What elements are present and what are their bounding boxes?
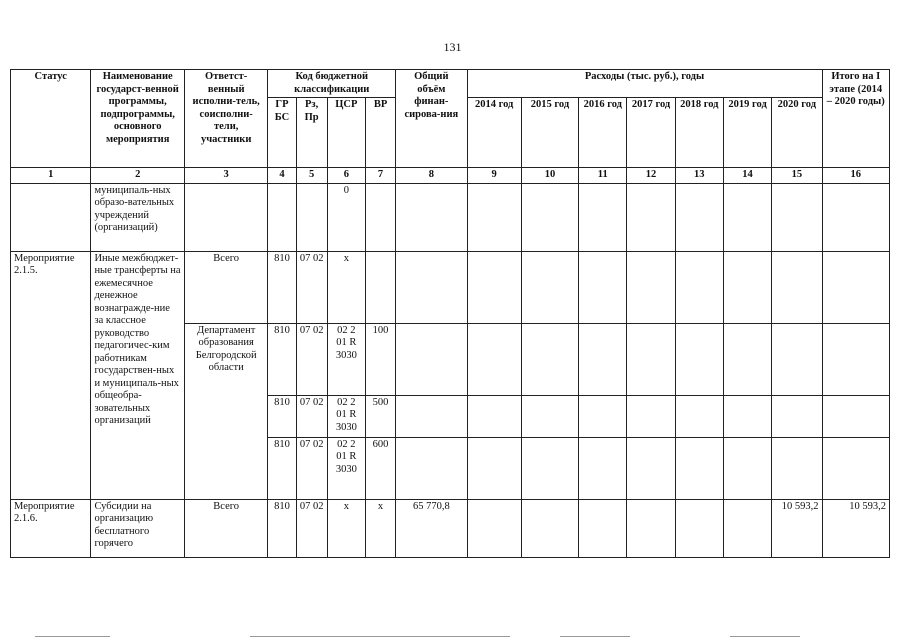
executor-cell: Департамент образования Белгородской области (184, 323, 267, 499)
total-cell (396, 437, 467, 499)
column-number: 2 (91, 168, 185, 184)
vr-cell: 500 (365, 395, 395, 437)
header-csr: ЦСР (327, 98, 365, 168)
year-cell (772, 437, 822, 499)
column-number: 3 (184, 168, 267, 184)
header-row (11, 70, 890, 98)
year-cell (579, 183, 627, 251)
column-number: 11 (579, 168, 627, 184)
header-year-2016: 2016 год (579, 98, 627, 168)
column-number: 10 (521, 168, 578, 184)
year-cell (467, 499, 521, 557)
header-year-2017: 2017 год (627, 98, 675, 168)
year-cell (772, 251, 822, 323)
name-cell: Иные межбюджет-ные трансферты на ежемесячное денежное вознагражде-ние за классное руководство педагогичес-ким работникам государствен-ных и муниципаль-ных общеобра-зовательных организаций (91, 251, 185, 499)
year-cell (675, 251, 723, 323)
header-year-2014: 2014 год (467, 98, 521, 168)
name-cell: Субсидии на организацию бесплатного горячего (91, 499, 185, 557)
year-cell (521, 499, 578, 557)
column-number: 6 (327, 168, 365, 184)
year-cell (467, 183, 521, 251)
table-row (11, 183, 890, 251)
vr-cell: 600 (365, 437, 395, 499)
column-number: 12 (627, 168, 675, 184)
header-expenses: Расходы (тыс. руб.), годы (467, 70, 822, 98)
column-number-row (11, 168, 890, 184)
page-edge-line (560, 636, 630, 637)
header-rzpr: Рз, Пр (296, 98, 327, 168)
year-cell (723, 183, 771, 251)
year-cell (627, 251, 675, 323)
year-cell (723, 251, 771, 323)
year-cell (579, 499, 627, 557)
year-cell (467, 251, 521, 323)
vr-cell (365, 251, 395, 323)
year-cell (579, 437, 627, 499)
vr-cell: х (365, 499, 395, 557)
csr-cell: х (327, 251, 365, 323)
executor-cell (184, 183, 267, 251)
year-cell (467, 323, 521, 395)
stage-total-cell (822, 437, 889, 499)
rzpr-cell: 07 02 (296, 323, 327, 395)
csr-cell: 02 2 01 R 3030 (327, 395, 365, 437)
page-number: 131 (443, 40, 462, 54)
csr-cell: 02 2 01 R 3030 (327, 323, 365, 395)
header-stage-total: Итого на I этапе (2014 – 2020 годы) (822, 70, 889, 168)
header-name: Наименование государст-венной программы, подпрограммы, основного мероприятия (91, 70, 185, 168)
year-cell (579, 323, 627, 395)
header-grbs: ГР БС (268, 98, 296, 168)
header-vr: ВР (365, 98, 395, 168)
year-cell (521, 251, 578, 323)
rzpr-cell: 07 02 (296, 499, 327, 557)
executor-cell: Всего (184, 499, 267, 557)
table-row (11, 499, 890, 557)
year-cell (723, 323, 771, 395)
column-number: 9 (467, 168, 521, 184)
column-number: 4 (268, 168, 296, 184)
csr-cell: х (327, 499, 365, 557)
rzpr-cell (296, 183, 327, 251)
column-number: 5 (296, 168, 327, 184)
executor-cell: Всего (184, 251, 267, 323)
page-edge-line (250, 636, 510, 637)
column-number: 1 (11, 168, 91, 184)
total-cell (396, 183, 467, 251)
grbs-cell: 810 (268, 251, 296, 323)
year-cell (627, 183, 675, 251)
column-number: 8 (396, 168, 467, 184)
year-cell (627, 499, 675, 557)
year-cell (723, 395, 771, 437)
year-cell (521, 183, 578, 251)
year-cell (467, 395, 521, 437)
header-total-volume: Общий объём финан-сирова-ния (396, 70, 467, 168)
column-number: 7 (365, 168, 395, 184)
header-year-2019: 2019 год (723, 98, 771, 168)
csr-cell: 0 (327, 183, 365, 251)
year-cell (675, 183, 723, 251)
table-row (11, 251, 890, 323)
year-cell (772, 183, 822, 251)
stage-total-cell (822, 251, 889, 323)
year-cell (467, 437, 521, 499)
column-number: 15 (772, 168, 822, 184)
header-year-2015: 2015 год (521, 98, 578, 168)
csr-cell: 02 2 01 R 3030 (327, 437, 365, 499)
year-2020-cell: 10 593,2 (772, 499, 822, 557)
status-cell (11, 183, 91, 251)
total-cell (396, 323, 467, 395)
column-number: 16 (822, 168, 889, 184)
header-executor: Ответст-венный исполни-тель, соисполни-тели, участники (184, 70, 267, 168)
stage-total-cell (822, 395, 889, 437)
year-cell (723, 437, 771, 499)
year-cell (627, 395, 675, 437)
year-cell (675, 437, 723, 499)
total-cell (396, 395, 467, 437)
budget-table (10, 69, 890, 558)
grbs-cell: 810 (268, 323, 296, 395)
year-cell (521, 323, 578, 395)
rzpr-cell: 07 02 (296, 251, 327, 323)
rzpr-cell: 07 02 (296, 395, 327, 437)
year-cell (579, 251, 627, 323)
header-year-2020: 2020 год (772, 98, 822, 168)
year-cell (772, 323, 822, 395)
year-cell (772, 395, 822, 437)
header-budget-code: Код бюджетной классификации (268, 70, 396, 98)
grbs-cell (268, 183, 296, 251)
year-cell (675, 395, 723, 437)
total-cell (396, 251, 467, 323)
grbs-cell: 810 (268, 395, 296, 437)
total-cell: 65 770,8 (396, 499, 467, 557)
column-number: 14 (723, 168, 771, 184)
column-number: 13 (675, 168, 723, 184)
page-edge-line (35, 636, 110, 637)
stage-total-cell (822, 183, 889, 251)
grbs-cell: 810 (268, 437, 296, 499)
vr-cell (365, 183, 395, 251)
stage-total-cell: 10 593,2 (822, 499, 889, 557)
year-cell (521, 437, 578, 499)
page-edge-line (730, 636, 800, 637)
header-status: Статус (11, 70, 91, 168)
year-cell (521, 395, 578, 437)
year-cell (675, 323, 723, 395)
grbs-cell: 810 (268, 499, 296, 557)
year-cell (723, 499, 771, 557)
status-cell: Мероприятие 2.1.6. (11, 499, 91, 557)
header-year-2018: 2018 год (675, 98, 723, 168)
vr-cell: 100 (365, 323, 395, 395)
status-cell: Мероприятие 2.1.5. (11, 251, 91, 499)
year-cell (675, 499, 723, 557)
name-cell: муниципаль-ных образо-вательных учреждений (организаций) (91, 183, 185, 251)
year-cell (579, 395, 627, 437)
year-cell (627, 437, 675, 499)
year-cell (627, 323, 675, 395)
stage-total-cell (822, 323, 889, 395)
rzpr-cell: 07 02 (296, 437, 327, 499)
